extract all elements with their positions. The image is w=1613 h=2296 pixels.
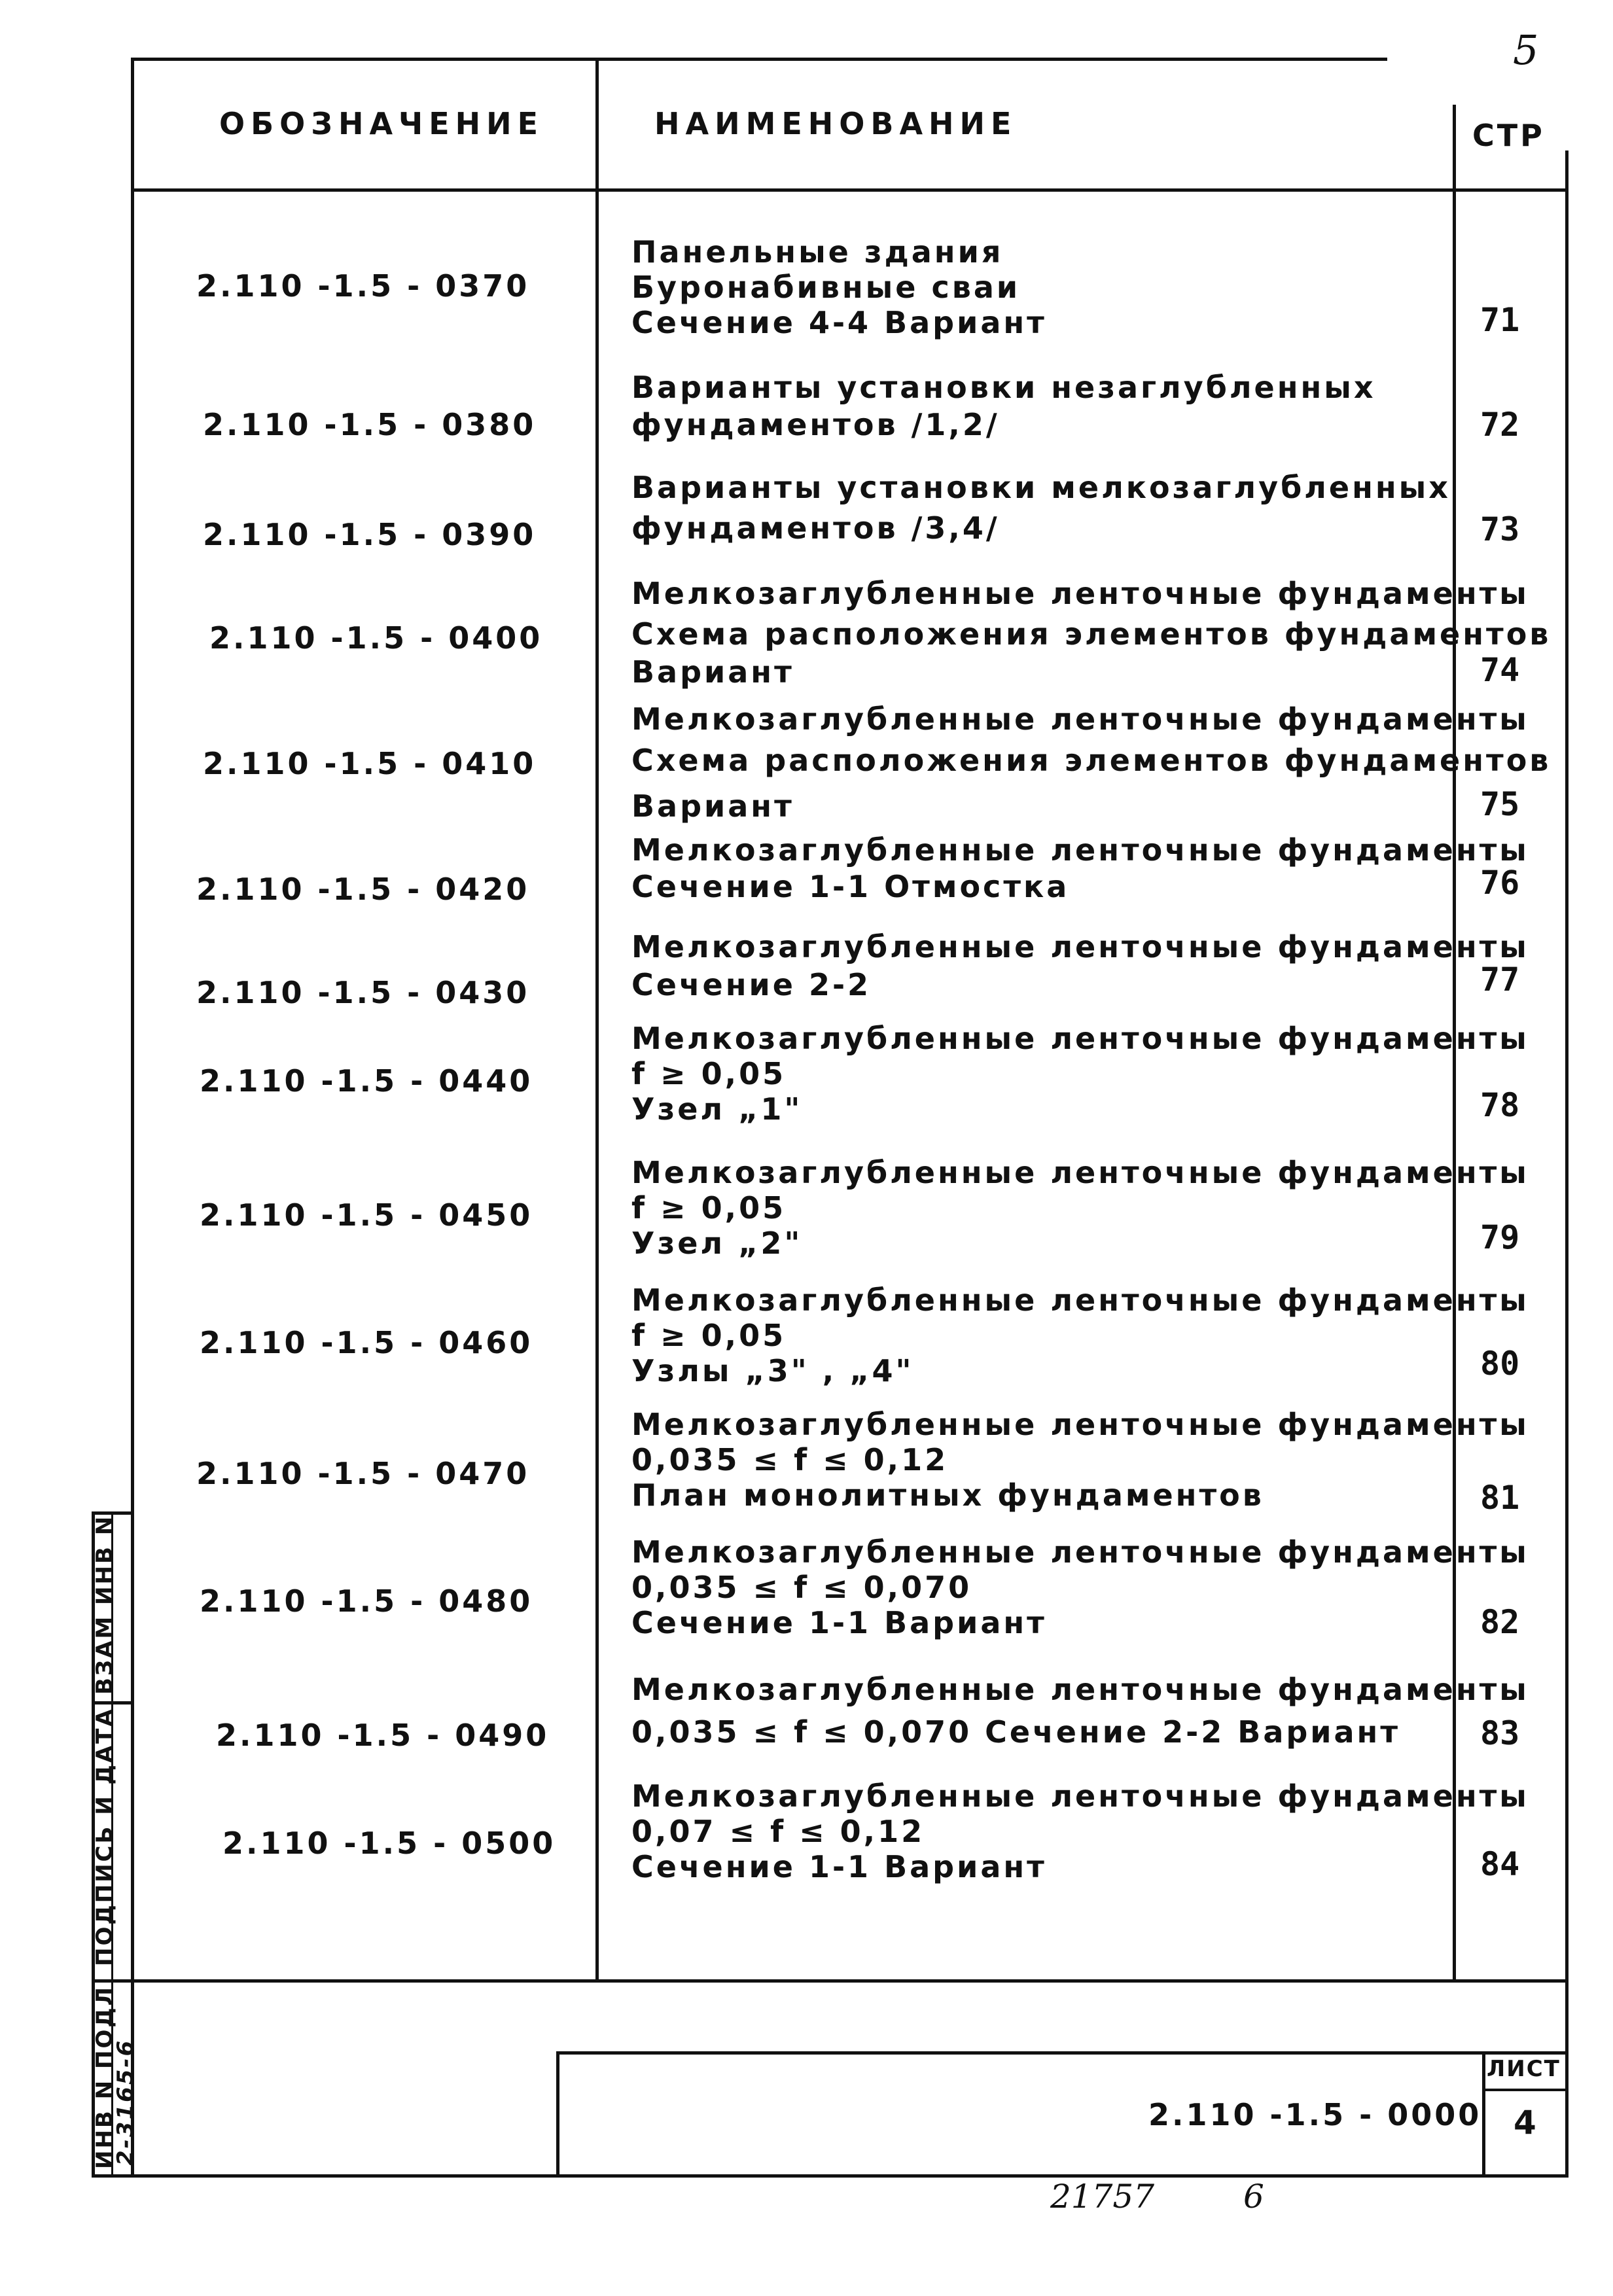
row-code: 2.110 -1.5 - 0390 bbox=[203, 517, 537, 552]
row-code: 2.110 -1.5 - 0400 bbox=[209, 620, 543, 656]
row-code: 2.110 -1.5 - 0460 bbox=[200, 1325, 533, 1360]
row-name-line: 0,07 ≤ f ≤ 0,12 bbox=[631, 1814, 925, 1849]
row-page: 77 bbox=[1480, 961, 1520, 998]
row-name-line: Мелкозаглубленные ленточные фундаменты bbox=[631, 1407, 1529, 1442]
row-name-line: Схема расположения элементов фундаментов bbox=[631, 616, 1551, 652]
footer-suffix: 6 bbox=[1243, 2178, 1264, 2216]
frame-left-line bbox=[131, 58, 134, 2178]
title-block-top-line bbox=[556, 2051, 1569, 2055]
row-name-line: f ≥ 0,05 bbox=[631, 1318, 787, 1353]
row-code: 2.110 -1.5 - 0380 bbox=[203, 407, 537, 442]
row-name-line: Мелкозаглубленные ленточные фундаменты bbox=[631, 576, 1529, 611]
sheet-number: 4 bbox=[1514, 2104, 1536, 2142]
row-code: 2.110 -1.5 - 0450 bbox=[200, 1197, 533, 1233]
row-name-line: фундаментов /1,2/ bbox=[631, 407, 1000, 442]
row-name-line: f ≥ 0,05 bbox=[631, 1190, 787, 1226]
side-label-signature-date: ПОДПИСЬ И ДАТА bbox=[92, 1707, 118, 1966]
row-name-line: Сечение 1-1 Отмостка bbox=[631, 869, 1070, 904]
footer-number: 21757 bbox=[1050, 2178, 1155, 2216]
row-page: 81 bbox=[1480, 1479, 1520, 1517]
row-name-line: Вариант bbox=[631, 788, 794, 824]
row-name-line: 0,035 ≤ f ≤ 0,070 bbox=[631, 1570, 972, 1605]
row-name-line: 0,035 ≤ f ≤ 0,12 bbox=[631, 1442, 949, 1477]
row-name-line: Мелкозаглубленные ленточные фундаменты bbox=[631, 1778, 1529, 1814]
row-code: 2.110 -1.5 - 0500 bbox=[222, 1826, 556, 1861]
side-strip-divider-1 bbox=[92, 1701, 134, 1704]
document-code: 2.110 -1.5 - 0000 bbox=[1148, 2097, 1482, 2132]
row-name-line: Сечение 1-1 Вариант bbox=[631, 1849, 1047, 1884]
row-name-line: Мелкозаглубленные ленточные фундаменты bbox=[631, 929, 1529, 964]
row-name-line: Мелкозаглубленные ленточные фундаменты bbox=[631, 1534, 1529, 1570]
title-block-sheet-divider bbox=[1482, 2051, 1485, 2178]
table-bottom-line bbox=[131, 1979, 1569, 1983]
page-number: 5 bbox=[1513, 26, 1539, 74]
side-label-inv-podl: ИНВ N ПОДЛ bbox=[92, 1985, 118, 2169]
row-name-line: f ≥ 0,05 bbox=[631, 1056, 787, 1091]
row-page: 78 bbox=[1480, 1086, 1520, 1124]
title-block-left-line bbox=[556, 2051, 559, 2178]
row-page: 80 bbox=[1480, 1345, 1520, 1383]
side-inventory-number: 2-3165-6 bbox=[113, 2038, 139, 2166]
row-name-line: Сечение 1-1 Вариант bbox=[631, 1605, 1047, 1640]
row-name-line: Схема расположения элементов фундаментов bbox=[631, 743, 1551, 778]
row-name-line: Узел „1" bbox=[631, 1091, 803, 1127]
row-name-line: Узел „2" bbox=[631, 1226, 803, 1261]
header-page: СТР bbox=[1472, 118, 1545, 153]
row-name-line: Сечение 4-4 Вариант bbox=[631, 305, 1047, 340]
row-name-line: План монолитных фундаментов bbox=[631, 1477, 1264, 1513]
row-code: 2.110 -1.5 - 0410 bbox=[203, 746, 537, 781]
row-name-line: 0,035 ≤ f ≤ 0,070 Сечение 2-2 Вариант bbox=[631, 1714, 1401, 1750]
header-designation: ОБОЗНАЧЕНИЕ bbox=[219, 106, 544, 141]
sheet-label: ЛИСТ bbox=[1487, 2056, 1561, 2082]
row-page: 72 bbox=[1480, 406, 1520, 444]
row-name-line: Сечение 2-2 bbox=[631, 967, 872, 1002]
header-bottom-line bbox=[131, 188, 1569, 192]
row-name-line: Панельные здания bbox=[631, 234, 1004, 270]
row-name-line: Мелкозаглубленные ленточные фундаменты bbox=[631, 701, 1529, 737]
column-divider-1 bbox=[595, 58, 599, 1981]
row-name-line: Мелкозаглубленные ленточные фундаменты bbox=[631, 832, 1529, 868]
row-code: 2.110 -1.5 - 0430 bbox=[196, 975, 530, 1010]
row-name-line: Варианты установки незаглубленных bbox=[631, 370, 1376, 405]
header-name: НАИМЕНОВАНИЕ bbox=[654, 106, 1018, 141]
row-name-line: Мелкозаглубленные ленточные фундаменты bbox=[631, 1155, 1529, 1190]
row-page: 83 bbox=[1480, 1714, 1520, 1752]
frame-top-line bbox=[131, 58, 1387, 61]
row-code: 2.110 -1.5 - 0440 bbox=[200, 1063, 533, 1099]
row-name-line: Мелкозаглубленные ленточные фундаменты bbox=[631, 1021, 1529, 1056]
row-name-line: фундаментов /3,4/ bbox=[631, 510, 1000, 546]
row-page: 71 bbox=[1480, 301, 1520, 339]
row-name-line: Узлы „3" , „4" bbox=[631, 1353, 914, 1388]
row-page: 82 bbox=[1480, 1603, 1520, 1641]
row-page: 75 bbox=[1480, 785, 1520, 823]
row-code: 2.110 -1.5 - 0480 bbox=[200, 1583, 533, 1619]
row-name-line: Мелкозаглубленные ленточные фундаменты bbox=[631, 1672, 1529, 1707]
row-code: 2.110 -1.5 - 0490 bbox=[216, 1718, 550, 1753]
row-code: 2.110 -1.5 - 0420 bbox=[196, 872, 530, 907]
row-page: 74 bbox=[1480, 651, 1520, 689]
title-block-sheet-line bbox=[1482, 2089, 1569, 2091]
frame-right-line bbox=[1565, 150, 1569, 2178]
side-label-vzam-inv: ВЗАМ ИНВ N bbox=[92, 1514, 118, 1695]
row-code: 2.110 -1.5 - 0470 bbox=[196, 1456, 530, 1491]
row-page: 76 bbox=[1480, 864, 1520, 902]
row-code: 2.110 -1.5 - 0370 bbox=[196, 268, 530, 304]
row-name-line: Варианты установки мелкозаглубленных bbox=[631, 470, 1451, 505]
row-page: 79 bbox=[1480, 1218, 1520, 1256]
row-name-line: Мелкозаглубленные ленточные фундаменты bbox=[631, 1282, 1529, 1318]
row-name-line: Вариант bbox=[631, 654, 794, 690]
side-strip-divider-2 bbox=[92, 1979, 134, 1983]
row-name-line: Буронабивные сваи bbox=[631, 270, 1021, 305]
frame-bottom-line bbox=[92, 2174, 1569, 2178]
row-page: 73 bbox=[1480, 510, 1520, 548]
row-page: 84 bbox=[1480, 1845, 1520, 1883]
